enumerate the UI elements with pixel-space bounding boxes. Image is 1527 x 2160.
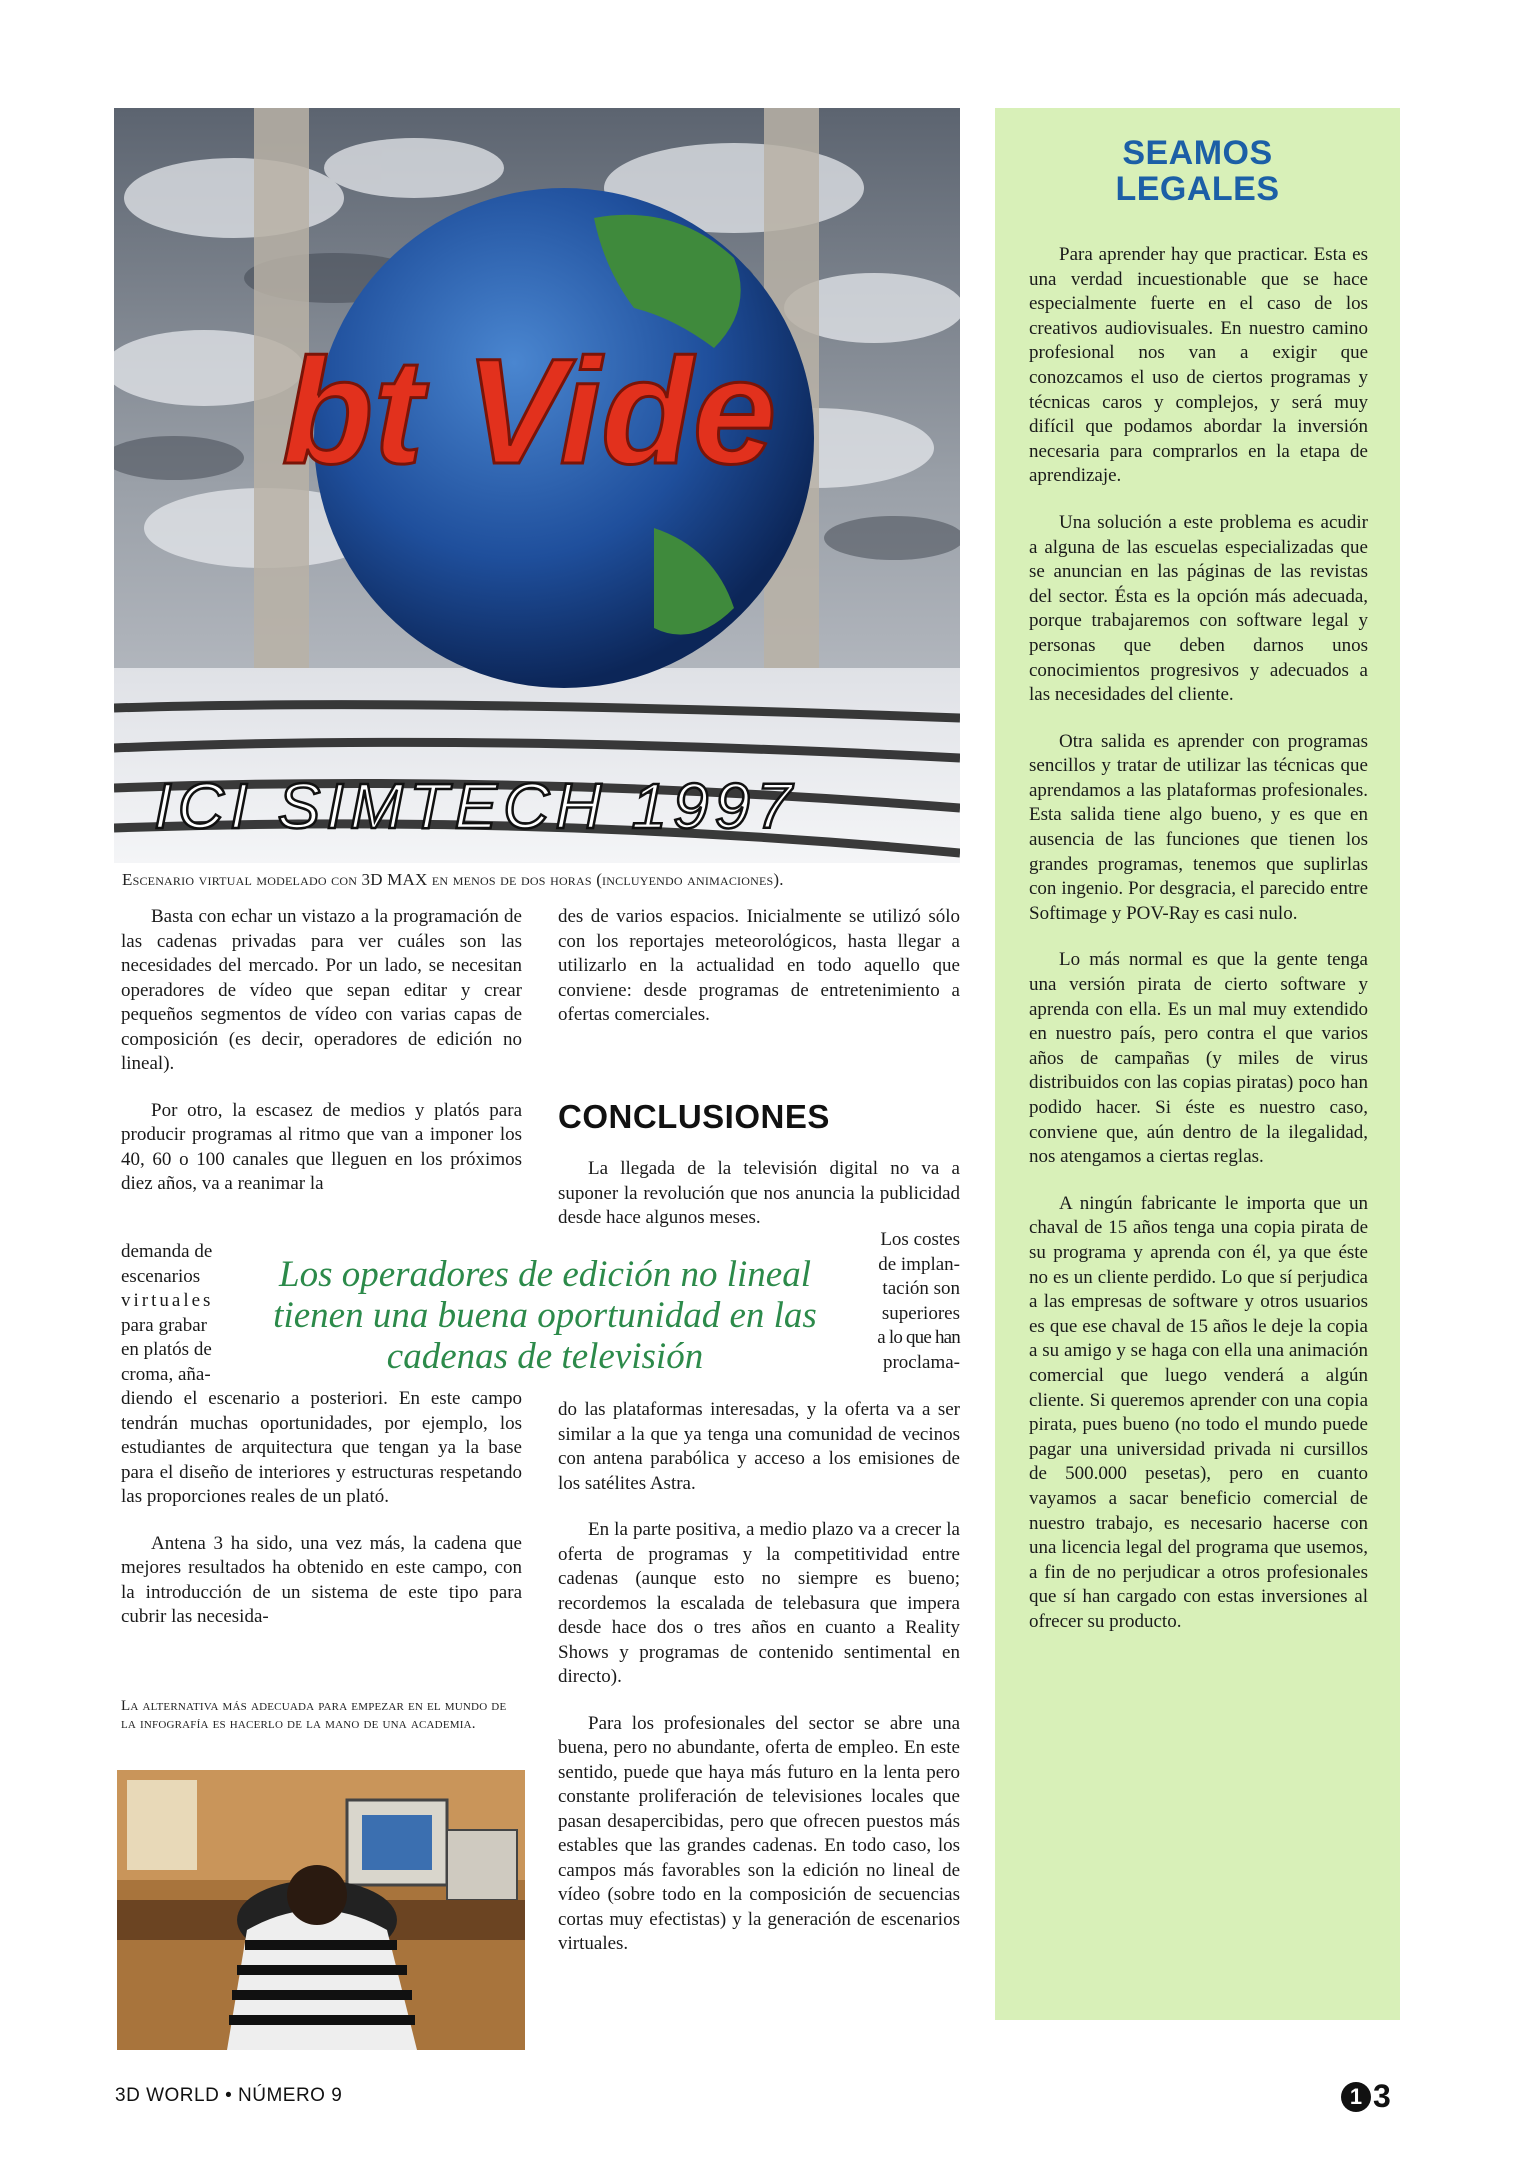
hero-image — [114, 108, 960, 863]
wrap-line: superiores — [881, 1302, 960, 1324]
paragraph: Antena 3 ha sido, una vez más, la cadena que mejores resultados ha obtenido en este campo, con la introducción de un sistema de este tipo para cubrir las necesida- — [121, 1532, 522, 1627]
wrap-line: demanda de — [121, 1241, 213, 1262]
paragraph: Por otro, la escasez de medios y platós para producir programas al ritmo que van a imponer los 40, 60 o 100 canales que lleguen en los próximos diez años, va a reanimar la — [121, 1099, 522, 1194]
academy-photo — [117, 1770, 525, 2050]
sidebar-paragraph: A ningún fabricante le importa que un chaval de 15 años tenga una copia pirata de su programa y aprenda con él, ya que éste no es un cliente perdido. Lo que sí perjudica a las empresas de software y otros usuarios es que ese chaval de 15 años le deje la copia a su amigo y se haga con ella una animación comercial que luego venderá a algún cliente. Si queremos aprender con una copia pirata, pues bueno (no todo el mundo puede pagar una universidad privada ni cursillos de 500.000 pesetas), pero en cuanto vayamos a sacar beneficio comercial de nuestro trabajo, es necesario hacerse con una licencia legal del programa que usemos, a fin de no perjudicar a otros profesionales que sí han cargado con estas inversiones al ofrecer su producto. — [1029, 1192, 1368, 1632]
article-column-2 — [558, 905, 960, 1028]
sidebar-paragraph: Para aprender hay que practicar. Esta es una verdad incuestionable que se hace especialmente fuerte en el caso de los creativos audiovisuales. En nuestro camino profesional nos van a exigir que conozcamos el uso de ciertos programas y técnicas caros y complejos, y será muy difícil que podamos abordar la inversión necesaria para comprarlos en la etapa de aprendizaje. — [1029, 244, 1368, 487]
wrap-line: en platós de — [121, 1339, 212, 1360]
page-number — [1341, 2078, 1391, 2115]
sidebar-text — [1029, 243, 1368, 1634]
article-column-2-wrap — [845, 1228, 960, 1375]
magazine-footer: 3D WORLD • NÚMERO 9 — [115, 2085, 343, 2106]
article-column-1 — [121, 905, 522, 1197]
paragraph: Para los profesionales del sector se abre una buena, pero no abundante, oferta de empleo. En este sentido, puede que haya más futuro en la lenta pero constante proliferación de televisiones locales que pasan desapercibidas, pero que ofrecen puestos más estables que las grandes cadenas. En todo caso, los campos más favorables son la edición no lineal de vídeo (sobre todo en la composición de secuencias cortas muy efectistas) y la generación de escenarios virtuales. — [558, 1712, 960, 1954]
wrap-line: virtuales — [121, 1290, 214, 1311]
page-number-circle: 1 — [1341, 2082, 1371, 2112]
pull-quote: Los operadores de edición no lineal tienen una buena oportunidad en las cadenas de televisión — [273, 1254, 817, 1377]
photo2-caption: La alternativa más adecuada para empezar en el mundo de la infografía es hacerlo de la mano de una academia. — [121, 1698, 507, 1732]
hero-banner-text: ICI SIMTECH 1997 — [154, 770, 798, 842]
paragraph: diendo el escenario a posteriori. En este campo tendrán muchas oportunidades, por ejemplo, los estudiantes de arquitectura que tengan ya la base para el diseño de interiores y estructuras respetando las proporciones reales de un plató. — [121, 1388, 522, 1507]
conclusiones-heading: CONCLUSIONES — [558, 1098, 830, 1135]
wrap-line: a lo que han — [877, 1327, 960, 1348]
paragraph: La llegada de la televisión digital no va a suponer la revolución que nos anuncia la publicidad desde hace algunos meses. — [558, 1158, 960, 1228]
wrap-line: Los costes — [880, 1229, 960, 1250]
sidebar-paragraph: Lo más normal es que la gente tenga una versión pirata de cierto software y aprenda con ella. Es un mal muy extendido en nuestro país, pero contra el que varios años de campañas (y miles de virus distribuidos con las copias piratas) poco han podido hacer. Si éste es nuestro caso, conviene que, aún dentro de la ilegalidad, nos atengamos a ciertas reglas. — [1029, 949, 1368, 1168]
article-column-2-conclusion — [558, 1157, 960, 1231]
page-number-digit: 3 — [1373, 2078, 1391, 2114]
sidebar-paragraph: Otra salida es aprender con programas sencillos y tratar de utilizar las técnicas que aprendamos a las plataformas profesionales. Esta salida tiene algo bueno, y es que en ausencia de las funciones que tienen los grandes programas, tenemos que suplirlas con ingenio. Por desgracia, el parecido entre Softimage y POV-Ray es casi nulo. — [1029, 730, 1368, 924]
paragraph: do las plataformas interesadas, y la oferta va a ser similar a la que ya tenga una comunidad de vecinos con antena parabólica y acceso a los emisiones de los satélites Astra. — [558, 1399, 960, 1494]
paragraph: Basta con echar un vistazo a la programación de las cadenas privadas para ver cuáles son las necesidades del mercado. Por un lado, se necesitan operadores de vídeo que sepan editar y crear pequeños segmentos de vídeo con varias capas de composición (es decir, operadores de edición no lineal). — [121, 906, 522, 1074]
wrap-line: para grabar — [121, 1314, 207, 1336]
hero-logo-text: bt Vide — [281, 327, 777, 495]
sidebar-title-text: SEAMOS LEGALES — [1115, 134, 1280, 208]
wrap-line: proclama- — [882, 1351, 960, 1373]
article-column-1-bottom — [121, 1387, 522, 1630]
sidebar-paragraph: Una solución a este problema es acudir a alguna de las escuelas especializadas que se anuncian en las páginas de las revistas del sector. Ésta es la opción más adecuada, porque trabajaremos con software legal y personas que deben darnos unos conocimientos progresivos y adecuados a las necesidades del cliente. — [1029, 511, 1368, 706]
wrap-line: escenarios — [121, 1265, 201, 1287]
article-column-2-bottom — [558, 1398, 960, 1957]
article-column-1-wrap — [121, 1240, 246, 1387]
paragraph: des de varios espacios. Inicialmente se utilizó sólo con los reportajes meteorológicos, hasta llegar a utilizarlo en la actualidad en todo aquello que conviene: desde programas de entretenimiento a ofertas comerciales. — [558, 906, 960, 1025]
wrap-line: tación son — [882, 1278, 960, 1299]
wrap-line: croma, aña- — [121, 1363, 211, 1385]
wrap-line: de implan- — [878, 1253, 960, 1275]
hero-caption: Escenario virtual modelado con 3D MAX en menos de dos horas (incluyendo animaciones). — [122, 870, 784, 889]
paragraph: En la parte positiva, a medio plazo va a crecer la oferta de programas y la competitividad entre cadenas (aunque esto no siempre es bueno; recordemos la escalada de telebasura que impera desde hace dos o tres años en cuanto a Reality Shows y programas de contenido sentimental en directo). — [558, 1519, 960, 1687]
sidebar-title — [995, 135, 1400, 207]
